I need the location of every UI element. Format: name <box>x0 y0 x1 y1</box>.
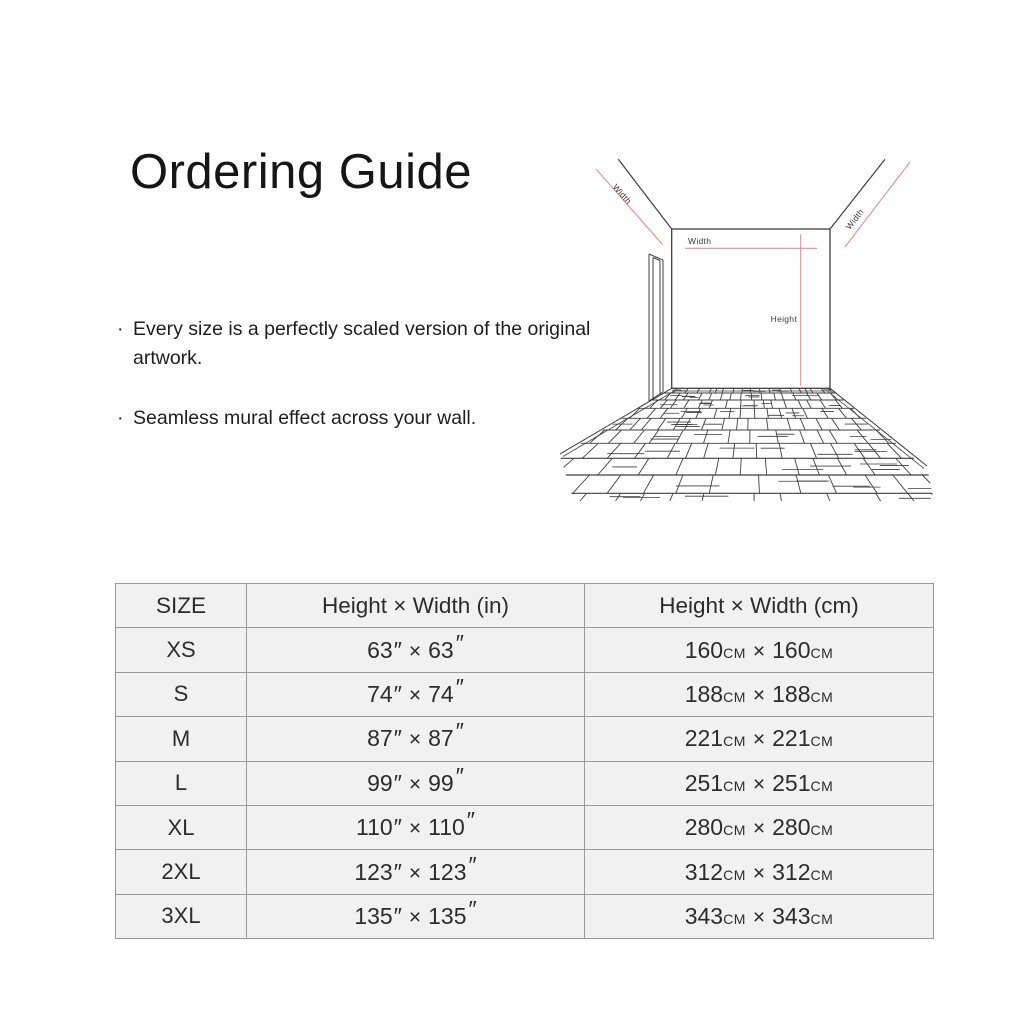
inches-cell: 123″ × 123″ <box>247 850 585 894</box>
cm-cell: 312CM × 312CM <box>585 850 934 894</box>
table-row <box>116 628 934 672</box>
size-cell: XL <box>116 805 247 849</box>
table-row <box>116 805 934 849</box>
size-cell: L <box>116 761 247 805</box>
table-row <box>116 717 934 761</box>
bullet-marker: · <box>117 318 124 340</box>
note-text: Every size is a perfectly scaled version of the original artwork. <box>133 318 591 369</box>
size-cell: 2XL <box>116 850 247 894</box>
inches-cell: 99″ × 99″ <box>247 761 585 805</box>
col-header-cm: Height × Width (cm) <box>585 584 934 628</box>
table-row <box>116 672 934 716</box>
size-cell: M <box>116 717 247 761</box>
inches-cell: 110″ × 110″ <box>247 805 585 849</box>
height-label: Height <box>770 314 797 324</box>
cm-cell: 280CM × 280CM <box>585 805 934 849</box>
cm-cell: 251CM × 251CM <box>585 761 934 805</box>
right-wall-width-label: Width <box>843 206 866 232</box>
col-header-size: SIZE <box>116 584 247 628</box>
inches-cell: 74″ × 74″ <box>247 672 585 716</box>
table-row <box>116 761 934 805</box>
table-row <box>116 850 934 894</box>
door <box>649 254 663 401</box>
room-illustration-svg <box>560 130 960 530</box>
note-item <box>117 315 611 373</box>
table-row <box>116 894 934 938</box>
cm-cell: 160CM × 160CM <box>585 628 934 672</box>
parquet-floor <box>560 388 940 501</box>
left-wall-width-line <box>596 169 663 245</box>
note-text: Seamless mural effect across your wall. <box>133 407 477 429</box>
note-item <box>117 404 611 433</box>
back-wall-width-label: Width <box>688 236 712 246</box>
cm-cell: 188CM × 188CM <box>585 672 934 716</box>
back-wall <box>672 229 830 388</box>
size-table <box>115 583 934 939</box>
size-cell: 3XL <box>116 894 247 938</box>
right-wall-width-line <box>845 162 910 247</box>
table-header-row <box>116 584 934 628</box>
ordering-notes <box>117 315 611 433</box>
col-header-inches: Height × Width (in) <box>247 584 585 628</box>
room-illustration <box>560 130 960 530</box>
cm-cell: 221CM × 221CM <box>585 717 934 761</box>
left-baseboard <box>560 388 672 454</box>
page-title: Ordering Guide <box>130 144 473 199</box>
inches-cell: 87″ × 87″ <box>247 717 585 761</box>
size-cell: XS <box>116 628 247 672</box>
size-cell: S <box>116 672 247 716</box>
left-wall-width-label: Width <box>610 182 634 206</box>
inches-cell: 135″ × 135″ <box>247 894 585 938</box>
bullet-marker: · <box>117 407 124 429</box>
inches-cell: 63″ × 63″ <box>247 628 585 672</box>
cm-cell: 343CM × 343CM <box>585 894 934 938</box>
